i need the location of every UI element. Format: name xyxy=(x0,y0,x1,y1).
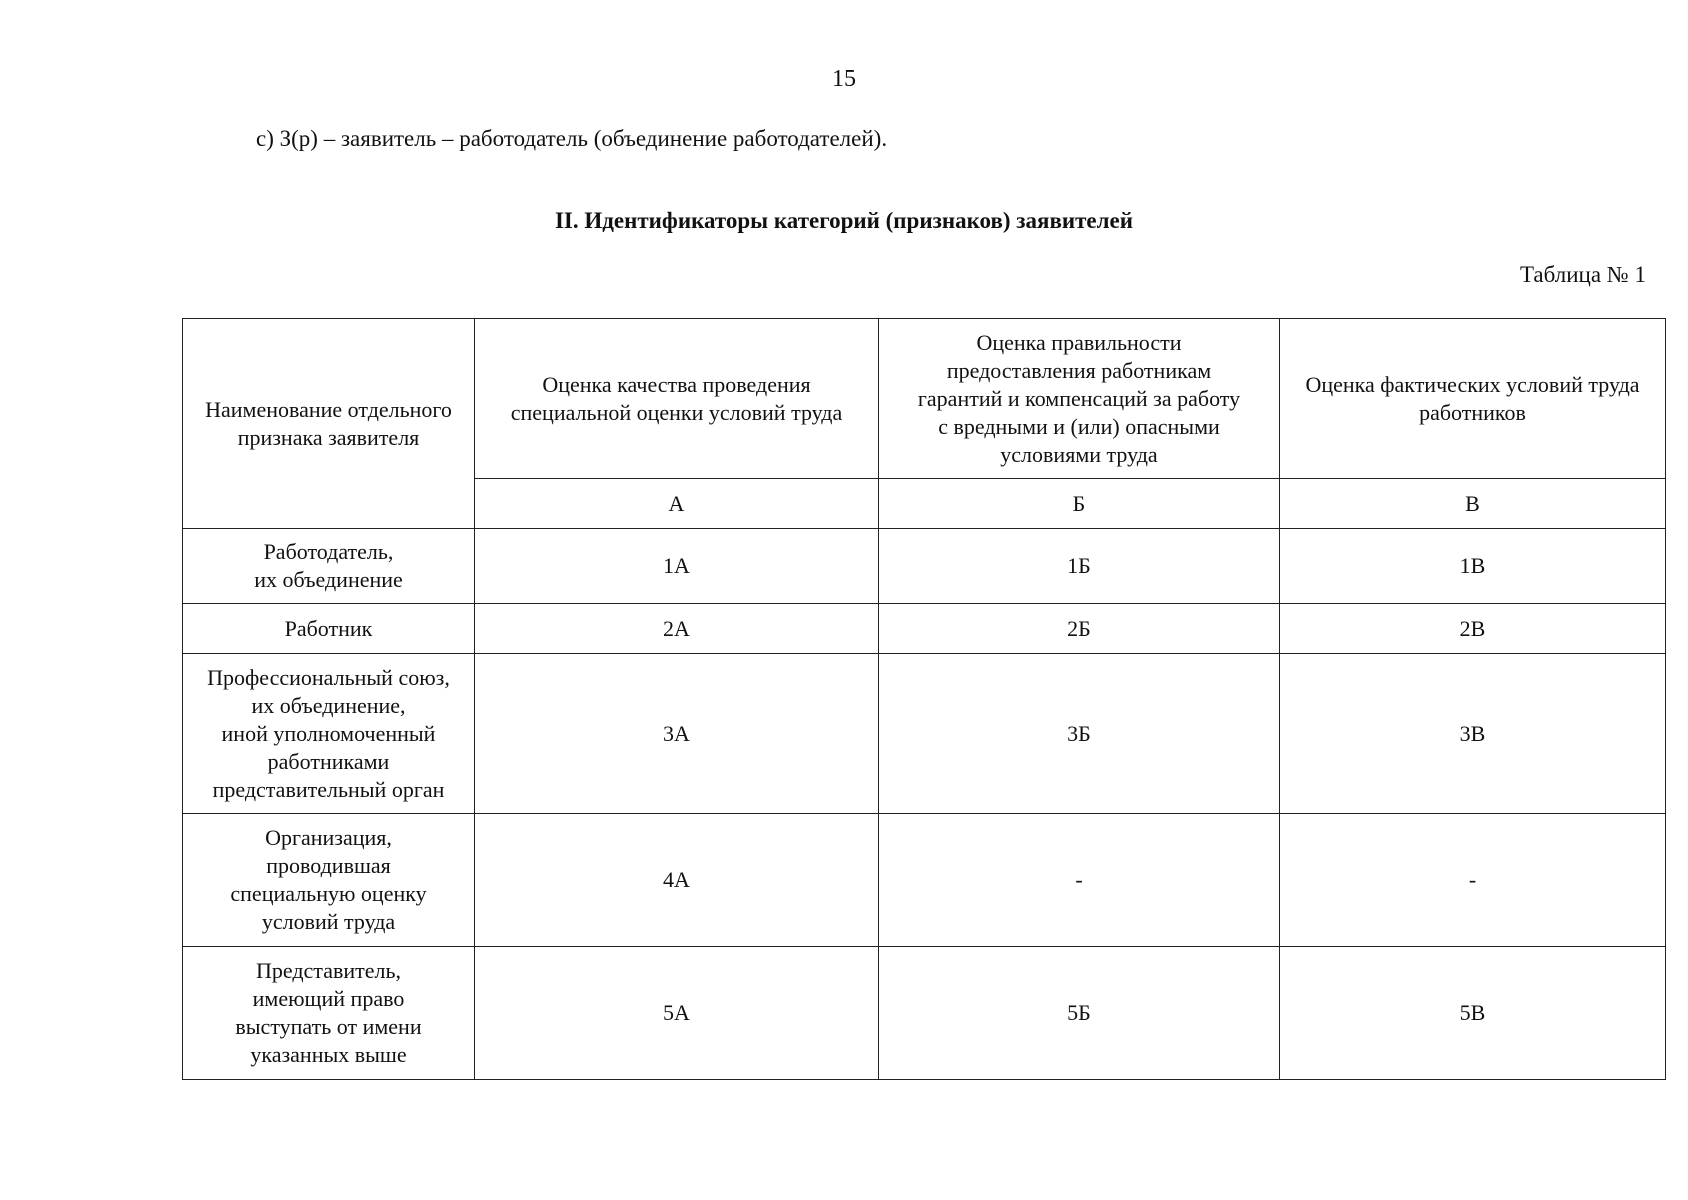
section-title: II. Идентификаторы категорий (признаков) заявителей xyxy=(554,208,1134,233)
row-label-cell xyxy=(183,654,475,814)
identifier-cell: 4А xyxy=(475,814,879,947)
row-label-cell xyxy=(183,814,475,947)
identifier-cell: 1А xyxy=(475,529,879,604)
column-header-text: Оценка фактических условий труда работников xyxy=(1305,371,1640,425)
table-row xyxy=(183,604,1666,654)
row-label-cell xyxy=(183,947,475,1080)
identifier-cell: 2В xyxy=(1280,604,1666,654)
identifier-cell: 5А xyxy=(475,947,879,1080)
table-row xyxy=(183,529,1666,604)
column-letter-cell: А xyxy=(475,479,879,529)
page-number: 15 xyxy=(832,66,856,92)
intro-line: с) З(р) – заявитель – работодатель (объединение работодателей). xyxy=(256,126,888,151)
row-label-cell xyxy=(183,529,475,604)
identifier-cell: 5Б xyxy=(879,947,1280,1080)
identifier-cell: - xyxy=(1280,814,1666,947)
table-row xyxy=(183,654,1666,814)
row-label-text: Работник xyxy=(284,615,373,641)
column-header-cell xyxy=(475,319,879,479)
corner-header-text: Наименование отдельного признака заявителя xyxy=(205,396,452,450)
corner-header-cell xyxy=(183,319,475,529)
column-header-text: Оценка качества проведения специальной оценки условий труда xyxy=(510,371,843,425)
identifier-cell: 1Б xyxy=(879,529,1280,604)
identifier-cell: 2Б xyxy=(879,604,1280,654)
table-row xyxy=(183,947,1666,1080)
identifier-cell: 3Б xyxy=(879,654,1280,814)
row-label-text: Работодатель, их объединение xyxy=(254,539,403,592)
column-header-text: Оценка правильности предоставления работникам гарантий и компенсаций за работу с вредными и (или) опасными условиями труда xyxy=(917,329,1241,467)
column-header-cell xyxy=(1280,319,1666,479)
identifier-cell: - xyxy=(879,814,1280,947)
column-letter-cell: В xyxy=(1280,479,1666,529)
applicant-category-table xyxy=(182,318,1666,1080)
row-label-text: Профессиональный союз, их объединение, иной уполномоченный работниками представительный орган xyxy=(207,664,450,802)
identifier-cell: 1В xyxy=(1280,529,1666,604)
table-header-row xyxy=(183,319,1666,479)
identifier-cell: 3В xyxy=(1280,654,1666,814)
identifier-cell: 2А xyxy=(475,604,879,654)
row-label-text: Представитель, имеющий право выступать от имени указанных выше xyxy=(235,958,422,1067)
table-caption: Таблица № 1 xyxy=(1519,262,1646,287)
row-label-cell xyxy=(183,604,475,654)
identifier-cell: 5В xyxy=(1280,947,1666,1080)
row-label-text: Организация, проводившая специальную оценку условий труда xyxy=(230,825,427,934)
column-header-cell xyxy=(879,319,1280,479)
identifier-cell: 3А xyxy=(475,654,879,814)
table-row xyxy=(183,814,1666,947)
column-letter-cell: Б xyxy=(879,479,1280,529)
